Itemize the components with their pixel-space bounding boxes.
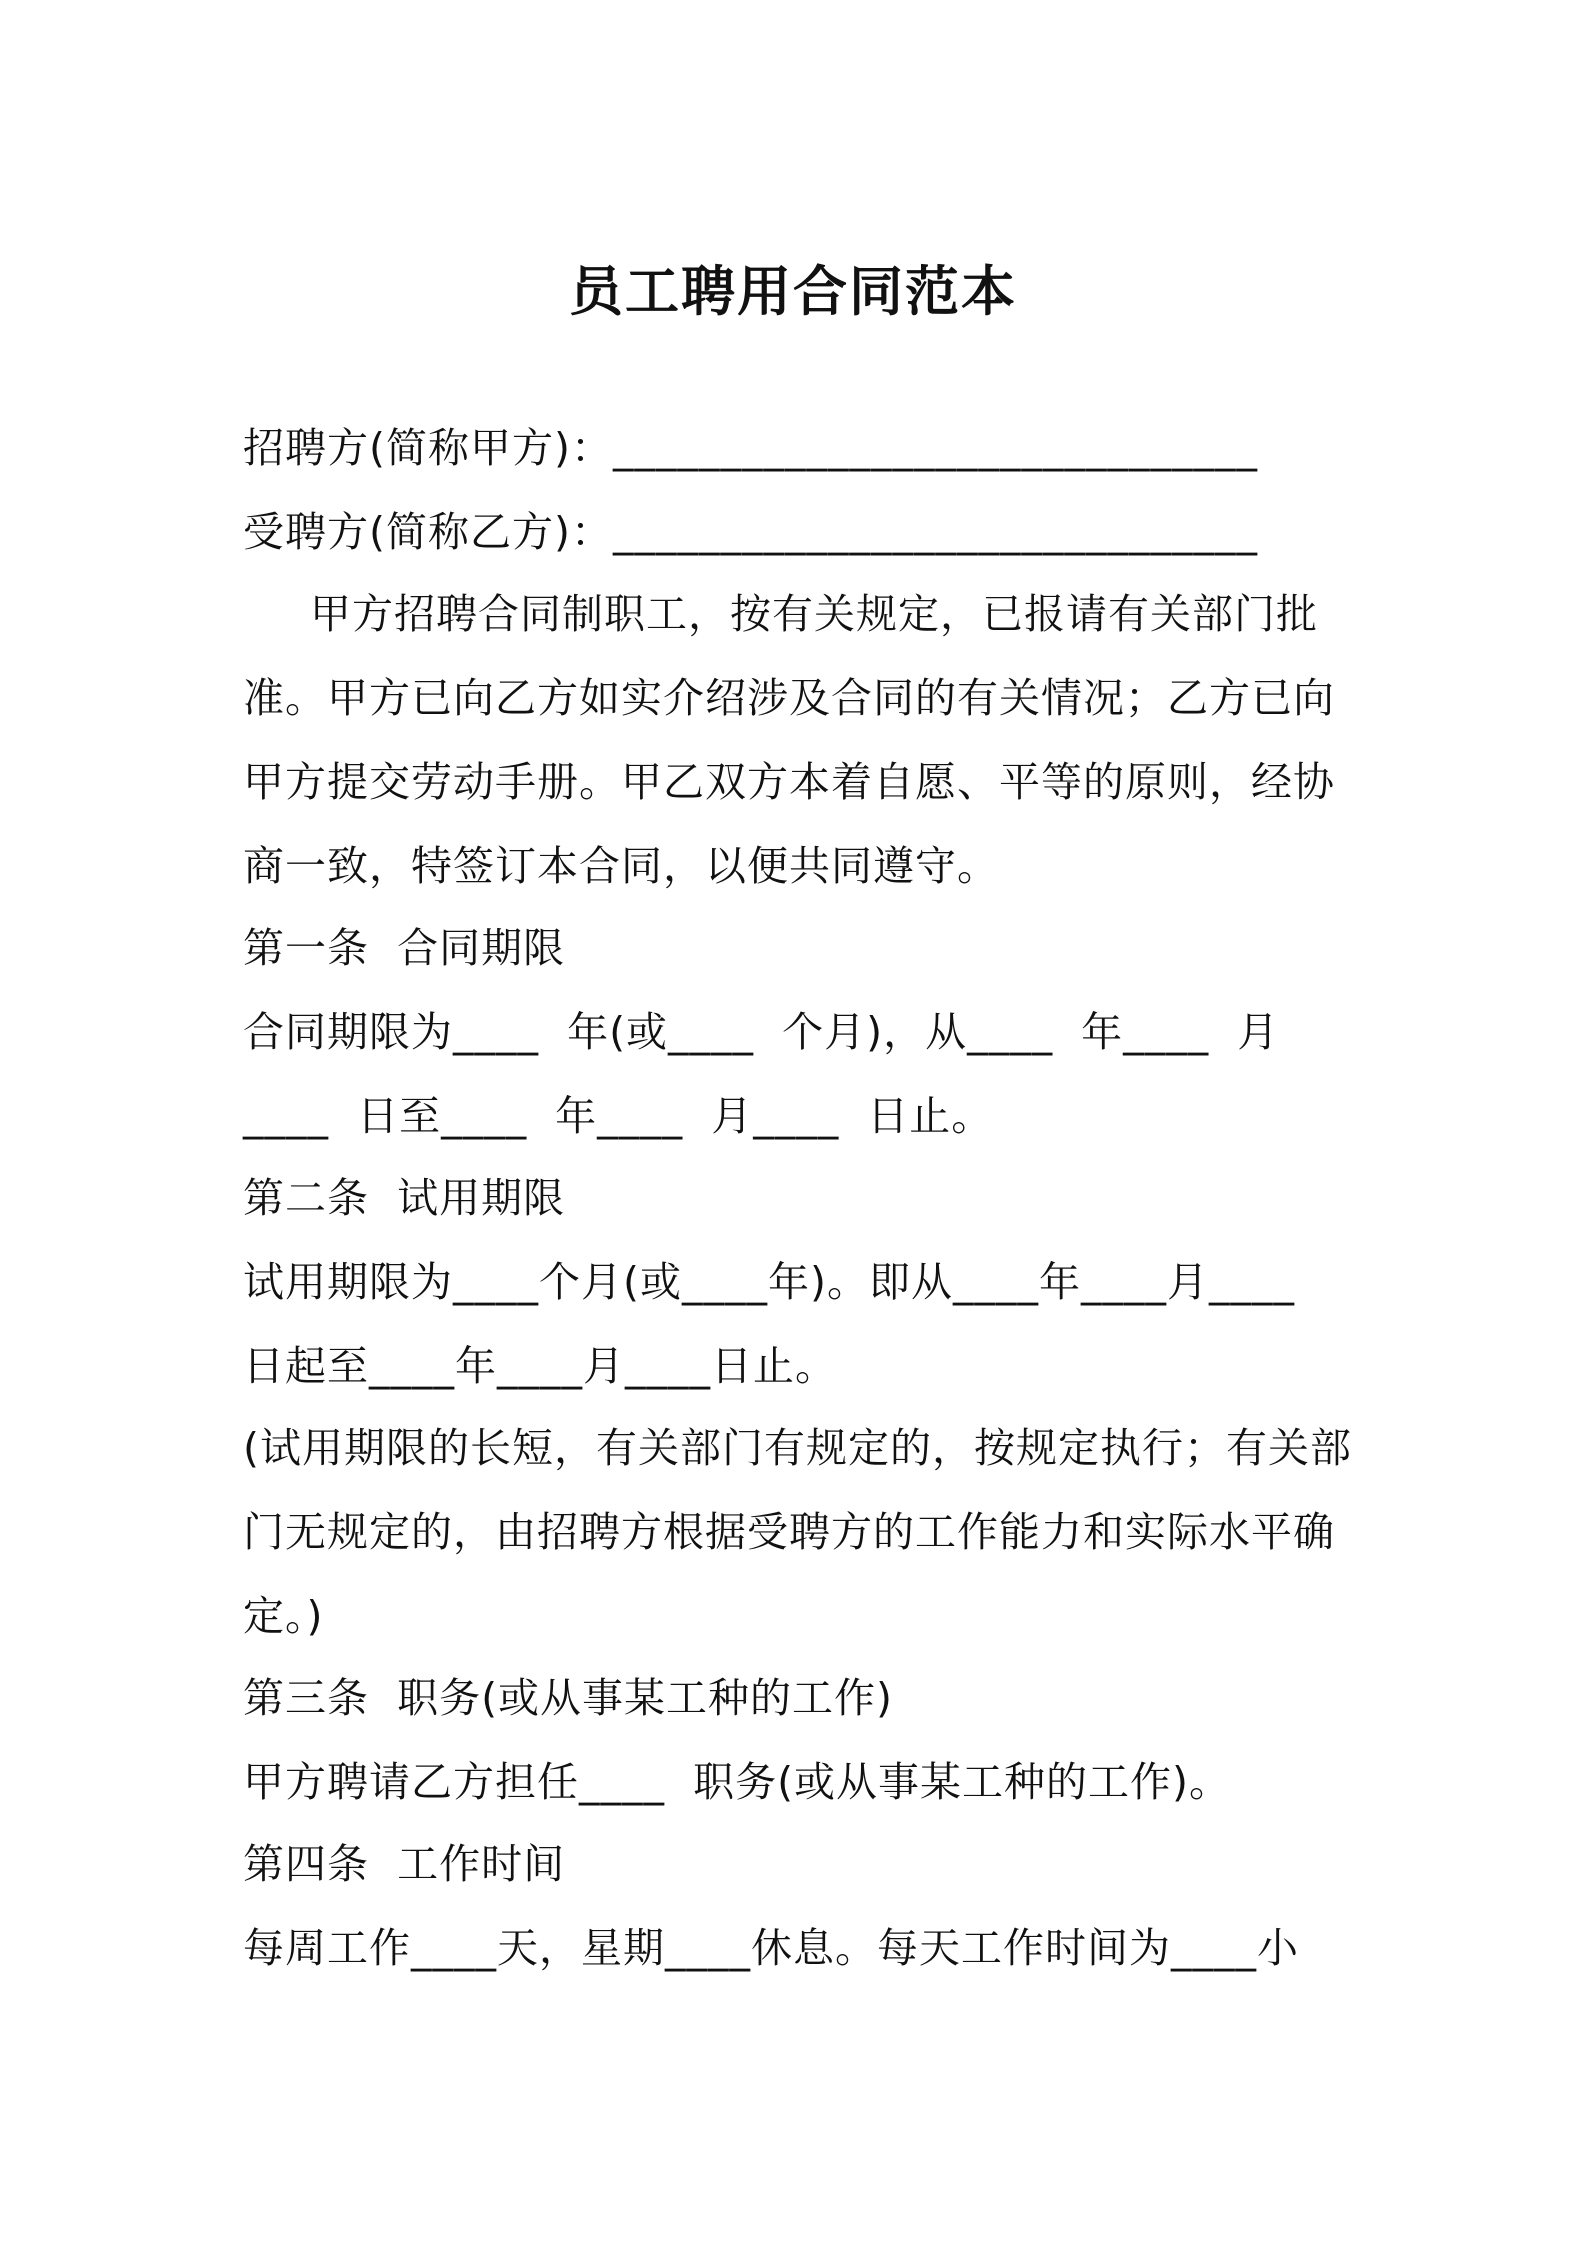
intro-paragraph-line: 准。甲方已向乙方如实介绍涉及合同的有关情况；乙方已向 [243, 674, 1335, 722]
intro-paragraph-line: 商一致，特签订本合同，以便共同遵守。 [243, 842, 999, 890]
document-title: 员工聘用合同范本 [569, 260, 1017, 323]
article-heading: 第一条 合同期限 [243, 924, 566, 972]
article-heading: 第二条 试用期限 [243, 1174, 566, 1222]
article-heading: 第四条 工作时间 [243, 1840, 566, 1888]
article-body-line: 试用期限为____个月(或____年)。即从____年____月____ [243, 1258, 1295, 1306]
intro-paragraph-line: 甲方提交劳动手册。甲乙双方本着自愿、平等的原则，经协 [243, 758, 1335, 806]
article-body-line: ____ 日至____ 年____ 月____ 日止。 [243, 1092, 994, 1140]
employee-line: 受聘方(简称乙方)：______________________________ [243, 508, 1258, 556]
article-note-line: 定。) [243, 1592, 324, 1640]
intro-paragraph-line: 甲方招聘合同制职工，按有关规定，已报请有关部门批 [310, 590, 1318, 638]
article-body-line: 日起至____年____月____日止。 [243, 1342, 837, 1390]
article-body-line: 每周工作____天，星期____休息。每天工作时间为____小 [243, 1924, 1299, 1972]
employer-line: 招聘方(简称甲方)：______________________________ [243, 424, 1258, 472]
article-body-line: 合同期限为____ 年(或____ 个月)，从____ 年____ 月 [243, 1008, 1280, 1056]
article-note-line: 门无规定的，由招聘方根据受聘方的工作能力和实际水平确 [243, 1508, 1335, 1556]
article-body-line: 甲方聘请乙方担任____ 职务(或从事某工种的工作)。 [243, 1758, 1232, 1806]
article-heading: 第三条 职务(或从事某工种的工作) [243, 1674, 894, 1722]
article-note-line: (试用期限的长短，有关部门有规定的，按规定执行；有关部 [243, 1424, 1352, 1472]
